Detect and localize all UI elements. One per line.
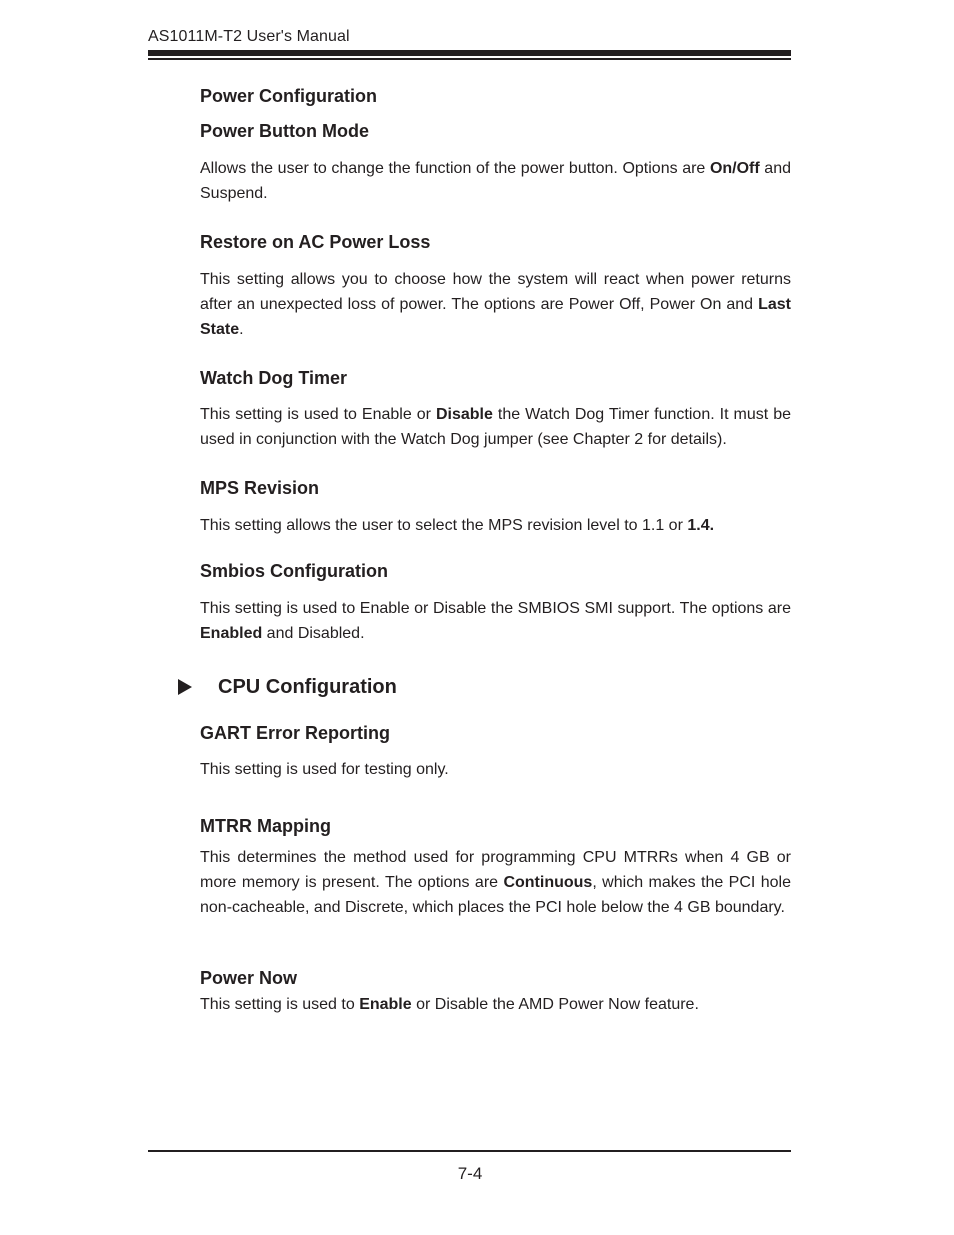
heading-gart-error-reporting: GART Error Reporting: [200, 723, 391, 743]
triangle-right-icon: [178, 679, 192, 695]
heading-restore-ac-power-loss: Restore on AC Power Loss: [200, 232, 431, 252]
paragraph-power-button-mode: Allows the user to change the function of the power button. Options are On/Off and Suspend.: [200, 160, 792, 202]
running-header: AS1011M-T2 User's Manual: [148, 28, 350, 45]
paragraph-gart-error-reporting: This setting is used for testing only.: [200, 761, 449, 778]
paragraph-smbios-configuration: This setting is used to Enable or Disable the SMBIOS SMI support. The options are Enabled and Disabled.: [200, 600, 791, 642]
paragraph-mtrr-mapping: This determines the method used for programming CPU MTRRs when 4 GB or more memory is present. The options are Continuous, which makes the PCI hole non-cacheable, and Discrete, which places the PCI hole below the 4 GB boundary.: [200, 849, 791, 916]
heading-power-button-mode: Power Button Mode: [200, 121, 369, 141]
paragraph-power-now: This setting is used to Enable or Disable the AMD Power Now feature.: [200, 996, 699, 1013]
header-rule-thick: [148, 50, 791, 56]
heading-power-configuration: Power Configuration: [200, 86, 377, 106]
heading-mps-revision: MPS Revision: [200, 478, 320, 498]
heading-power-now: Power Now: [200, 968, 298, 988]
paragraph-restore-ac-power-loss: This setting allows you to choose how the system will react when power returns after an unexpected loss of power. The options are Power Off, Power On and Last State.: [200, 271, 791, 338]
heading-mtrr-mapping: MTRR Mapping: [200, 816, 331, 836]
heading-watch-dog-timer: Watch Dog Timer: [200, 368, 348, 388]
heading-smbios-configuration: Smbios Configuration: [200, 561, 388, 581]
paragraph-mps-revision: This setting allows the user to select the MPS revision level to 1.1 or 1.4.: [200, 517, 715, 534]
heading-cpu-configuration: CPU Configuration: [218, 676, 397, 698]
page-number: 7-4: [457, 1164, 483, 1183]
header-rule-thin: [148, 58, 791, 60]
footer-rule: [148, 1150, 791, 1152]
paragraph-watch-dog-timer: This setting is used to Enable or Disable the Watch Dog Timer function. It must be used in conjunction with the Watch Dog jumper (see Chapter 2 for details).: [200, 406, 791, 448]
